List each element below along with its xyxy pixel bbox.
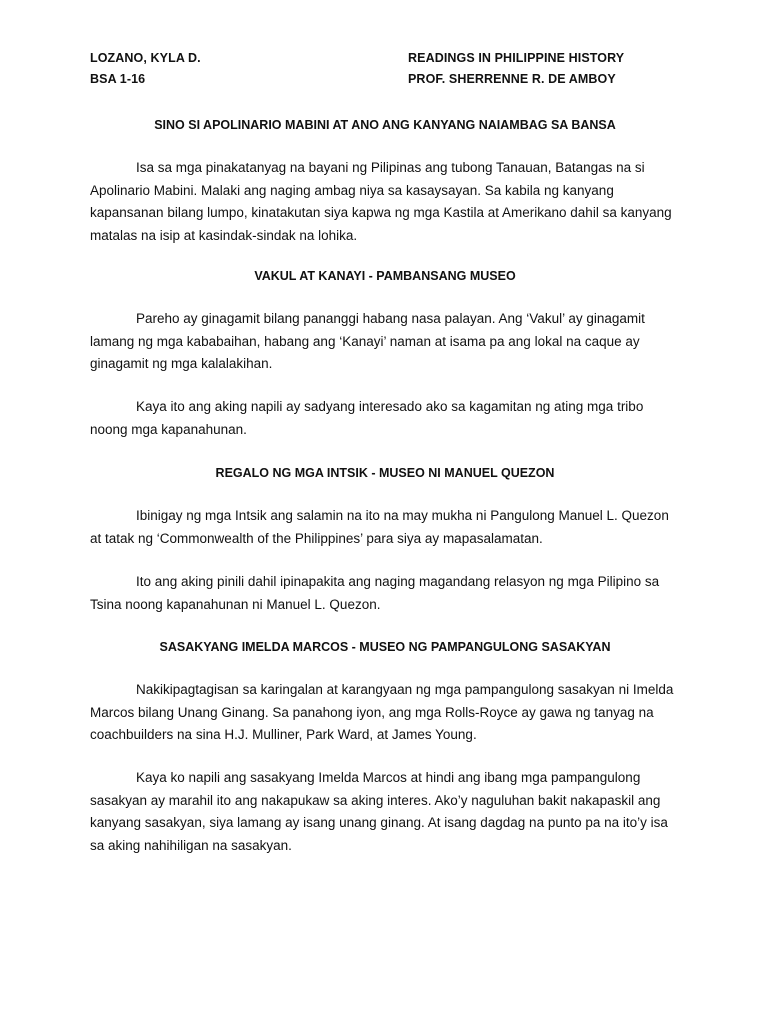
paragraph-regalo-intsik-1: Ibinigay ng mga Intsik ang salamin na ito na may mukha ni Pangulong Manuel L. Quezon at tatak ng ‘Commonwealth of the Philippines’ para siya ay mapasalamatan. [90,508,669,546]
section-heading-sasakyang-imelda: SASAKYANG IMELDA MARCOS - MUSEO NG PAMPANGULONG SASAKYAN [159,640,611,654]
section-heading-vakul-kanayi: VAKUL AT KANAYI - PAMBANSANG MUSEO [254,269,516,283]
paragraph-sasakyang-imelda-1: Nakikipagtagisan sa karingalan at karangyaan ng mga pampangulong sasakyan ni Imelda Marcos bilang Unang Ginang. Sa panahong iyon, ang mga Rolls-Royce ay gawa ng tanyag na coachbuilders na sina H.J. Mulliner, Park Ward, at James Young. [90,682,674,742]
student-name: LOZANO, KYLA D. [90,51,201,65]
section-heading-mabini: SINO SI APOLINARIO MABINI AT ANO ANG KANYANG NAIAMBAG SA BANSA [154,118,616,132]
professor-name: PROF. SHERRENNE R. DE AMBOY [408,72,616,86]
paragraph-mabini: Isa sa mga pinakatanyag na bayani ng Pilipinas ang tubong Tanauan, Batangas na si Apolinario Mabini. Malaki ang naging ambag niya sa kasaysayan. Sa kabila ng kanyang kapansanan bilang lumpo, kinatakutan siya kapwa ng mga Kastila at Amerikano dahil sa kanyang matalas na isip at kasindak-sindak na lohika. [90,160,672,243]
student-section: BSA 1-16 [90,72,146,86]
paragraph-sasakyang-imelda-2: Kaya ko napili ang sasakyang Imelda Marcos at hindi ang ibang mga pampangulong sasakyan ay marahil ito ang nakapukaw sa aking interes. Ako’y naguluhan bakit nakapaskil ang kanyang sasakyan, siya lamang ay isang unang ginang. At isang dagdag na punto pa na ito’y isa sa aking nahihiligan na sasakyan. [90,770,668,853]
paragraph-vakul-kanayi-2: Kaya ito ang aking napili ay sadyang interesado ako sa kagamitan ng ating mga tribo noong mga kapanahunan. [90,399,644,437]
course-title: READINGS IN PHILIPPINE HISTORY [408,51,625,65]
paragraph-vakul-kanayi-1: Pareho ay ginagamit bilang pananggi habang nasa palayan. Ang ‘Vakul’ ay ginagamit lamang ng mga kababaihan, habang ang ‘Kanayi’ naman at isama pa ang lokal na caque ay ginagamit ng mga kalalakihan. [90,311,645,371]
paragraph-regalo-intsik-2: Ito ang aking pinili dahil ipinapakita ang naging magandang relasyon ng mga Pilipino sa Tsina noong kapanahunan ni Manuel L. Quezon. [90,574,660,612]
section-heading-regalo-intsik: REGALO NG MGA INTSIK - MUSEO NI MANUEL QUEZON [215,466,555,480]
